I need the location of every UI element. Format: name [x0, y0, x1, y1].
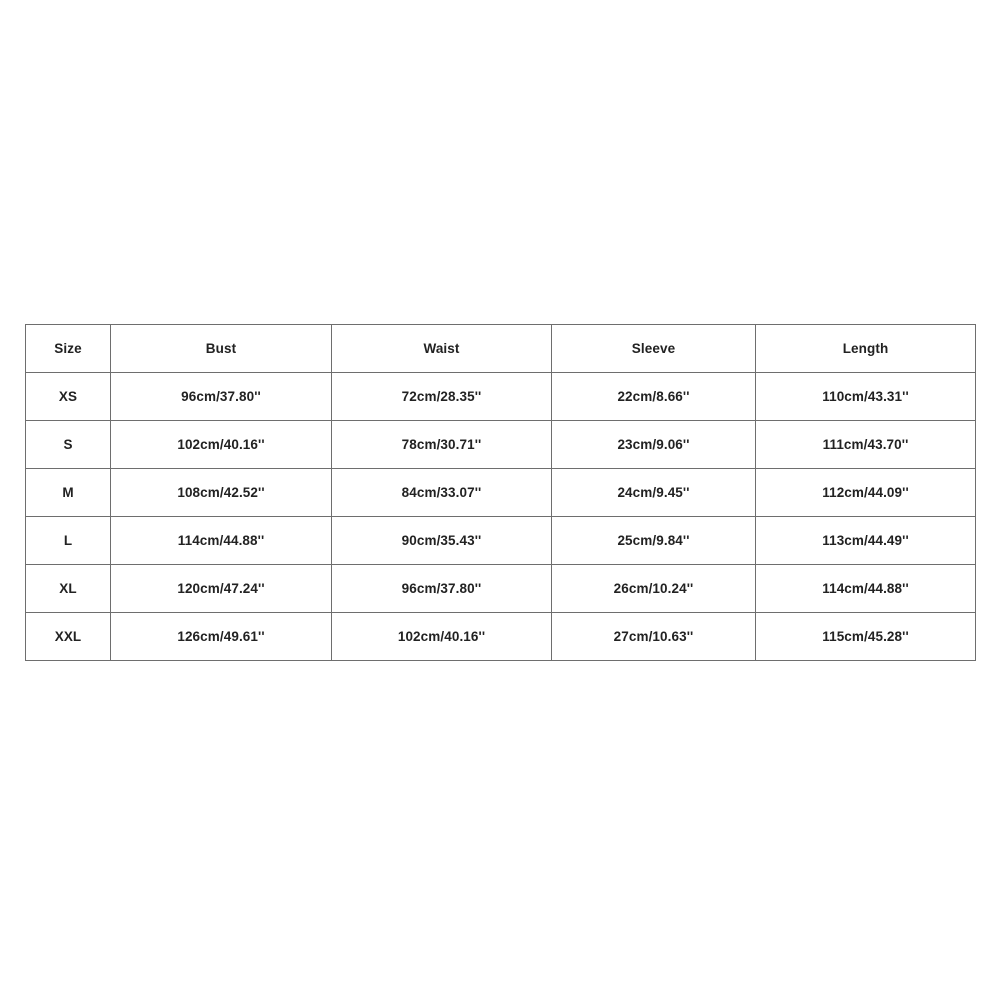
header-size: Size — [26, 325, 111, 373]
table-row — [26, 373, 976, 421]
cell-bust: 96cm/37.80'' — [111, 373, 332, 421]
cell-length: 112cm/44.09'' — [756, 469, 976, 517]
cell-waist: 72cm/28.35'' — [332, 373, 552, 421]
table-row — [26, 469, 976, 517]
cell-sleeve: 26cm/10.24'' — [552, 565, 756, 613]
cell-bust: 126cm/49.61'' — [111, 613, 332, 661]
cell-waist: 102cm/40.16'' — [332, 613, 552, 661]
cell-waist: 90cm/35.43'' — [332, 517, 552, 565]
cell-bust: 108cm/42.52'' — [111, 469, 332, 517]
header-row — [26, 325, 976, 373]
header-bust: Bust — [111, 325, 332, 373]
header-waist: Waist — [332, 325, 552, 373]
cell-sleeve: 22cm/8.66'' — [552, 373, 756, 421]
header-length: Length — [756, 325, 976, 373]
cell-length: 113cm/44.49'' — [756, 517, 976, 565]
cell-waist: 78cm/30.71'' — [332, 421, 552, 469]
cell-sleeve: 23cm/9.06'' — [552, 421, 756, 469]
cell-size: XL — [26, 565, 111, 613]
table-row — [26, 613, 976, 661]
cell-length: 114cm/44.88'' — [756, 565, 976, 613]
cell-sleeve: 25cm/9.84'' — [552, 517, 756, 565]
cell-bust: 102cm/40.16'' — [111, 421, 332, 469]
cell-size: XXL — [26, 613, 111, 661]
header-sleeve: Sleeve — [552, 325, 756, 373]
cell-waist: 96cm/37.80'' — [332, 565, 552, 613]
size-chart-table — [25, 324, 976, 661]
cell-sleeve: 27cm/10.63'' — [552, 613, 756, 661]
cell-bust: 114cm/44.88'' — [111, 517, 332, 565]
cell-size: XS — [26, 373, 111, 421]
table-row — [26, 421, 976, 469]
cell-bust: 120cm/47.24'' — [111, 565, 332, 613]
cell-length: 110cm/43.31'' — [756, 373, 976, 421]
cell-length: 115cm/45.28'' — [756, 613, 976, 661]
cell-sleeve: 24cm/9.45'' — [552, 469, 756, 517]
cell-size: L — [26, 517, 111, 565]
table-row — [26, 565, 976, 613]
cell-length: 111cm/43.70'' — [756, 421, 976, 469]
table-row — [26, 517, 976, 565]
cell-size: S — [26, 421, 111, 469]
cell-waist: 84cm/33.07'' — [332, 469, 552, 517]
cell-size: M — [26, 469, 111, 517]
